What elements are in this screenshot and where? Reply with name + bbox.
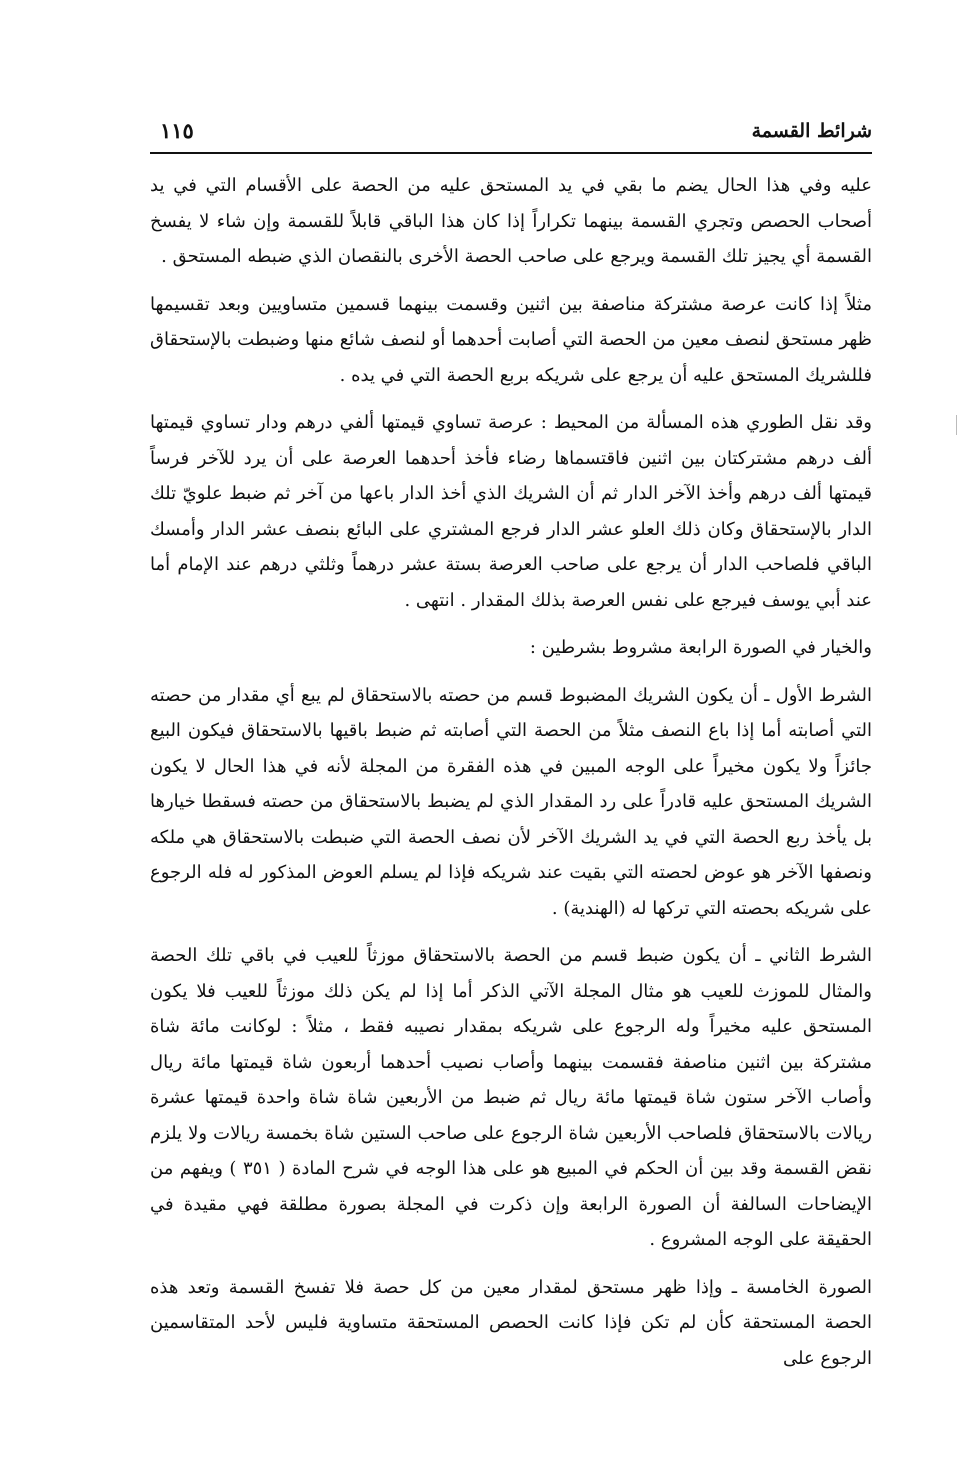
running-title: شرائط القسمة [751, 120, 872, 142]
paragraph-tusi-quote: وقد نقل الطوري هذه المسألة من المحيط : عرصة تساوي قيمتها ألفي درهم ودار تساوي قيمتها ألف درهم مشتركتان بين اثنين فاقتسماها رضاء فأخذ أحدهما العرصة على أن يرد للآخر فرساً قيمتها ألف درهم وأخذ الآخر الدار ثم أن الشريك الذي أخذ الدار باعها من آخر ثم ضبط علويّ تلك الدار بالإستحقاق وكان ذلك العلو عشر الدار فرجع المشتري على البائع بنصف عشر الدار وأمسك الباقي فلصاحب الدار أن يرجع على صاحب العرصة بستة عشر درهماً وثلثي درهم عند الإمام أما عند أبي يوسف فيرجع على نفس العرصة بذلك المقدار . انتهى . [150, 412, 873, 611]
paragraph-continuation: عليه وفي هذا الحال يضم ما بقي في يد المستحق عليه من الحصة على الأقسام التي في يد أصحاب الحصص وتجري القسمة بينهما تكراراً إذا كان هذا الباقي قابلاً للقسمة وإن شاء لا يفسخ القسمة أي يجيز تلك القسمة ويرجع على صاحب الحصة الأخرى بالنقصان الذي ضبطه المستحق . [150, 175, 872, 267]
paragraph-second-condition: الشرط الثاني ـ أن يكون ضبط قسم من الحصة بالاستحقاق موزثاً للعيب في باقي تلك الحصة والمثال للموزث للعيب هو مثال المجلة الآتي الذكر أما إذا لم يكن ذلك موزثاً للعيب فلا يكون المستحق عليه مخيراً وله الرجوع على شريكه بمقدار نصيبه فقط ، مثلاً : لوكانت مائة شاة مشتركة بين اثنين مناصفة فقسمت بينهما وأصاب نصيب أحدهما أربعون شاة قيمتها مائة ريال وأصاب الآخر ستون شاة قيمتها مائة ريال ثم ضبط من الأربعين شاة شاة واحدة قيمتها عشرة ريالات بالاستحقاق فلصاحب الأربعين شاة الرجوع على صاحب الستين شاة بخمسة ريالات ولا يلزم نقض القسمة وقد بين أن الحكم في المبيع هو على هذا الوجه في شرح المادة ( ٣٥١ ) ويفهم من الإيضاحات السالفة أن الصورة الرابعة وإن ذكرت في المجلة بصورة مطلقة فهي مقيدة في الحقيقة على الوجه المشروع . [150, 945, 872, 1250]
paragraph-fifth-case: الصورة الخامسة ـ وإذا ظهر مستحق لمقدار معين من كل حصة فلا تفسخ القسمة وتعد هذه الحصة المستحقة كأن لم تكن فإذا كانت الحصص المستحقة متساوية فليس لأحد المتقاسمين الرجوع على [150, 1276, 872, 1369]
body-text [150, 168, 872, 1376]
paragraph-example: مثلاً إذا كانت عرصة مشتركة مناصفة بين اثنين وقسمت بينهما قسمين متساويين وبعد تقسيمها ظهر مستحق لنصف معين من الحصة التي أصابت أحدهما أو لنصف شائع منها وضبطت بالإستحقاق فللشريك المستحق عليه أن يرجع على شريكه بربع الحصة التي في يده . [150, 293, 872, 386]
header-divider [150, 152, 872, 154]
page-header [150, 116, 872, 150]
page-number: ١١٥ [160, 118, 194, 143]
scan-margin-mark [956, 415, 957, 435]
paragraph-first-condition: الشرط الأول ـ أن يكون الشريك المضبوط قسم من حصته بالاستحقاق لم يبع أي مقدار من حصته التي أصابته أما إذا باع النصف مثلاً من الحصة التي أصابته ثم ضبط باقيها بالاستحقاق فيكون البيع جائزاً ولا يكون مخيراً على الوجه المبين في هذه الفقرة من المجلة لأنه في هذا الحال لا يكون الشريك المستحق عليه قادراً على رد المقدار الذي لم يضبط بالاستحقاق من حصته فسقطا خيارها بل يأخذ ربع الحصة التي في يد الشريك الآخر لأن نصف الحصة التي ضبطت بالاستحقاق هي ملكه ونصفها الآخر هو عوض لحصته التي بقيت عند شريكه فإذا لم يسلم العوض المذكور له فله الرجوع على شريكه بحصته التي تركها له (الهندية) . [150, 684, 872, 919]
paragraph-conditions-intro: والخيار في الصورة الرابعة مشروط بشرطين : [529, 637, 872, 658]
